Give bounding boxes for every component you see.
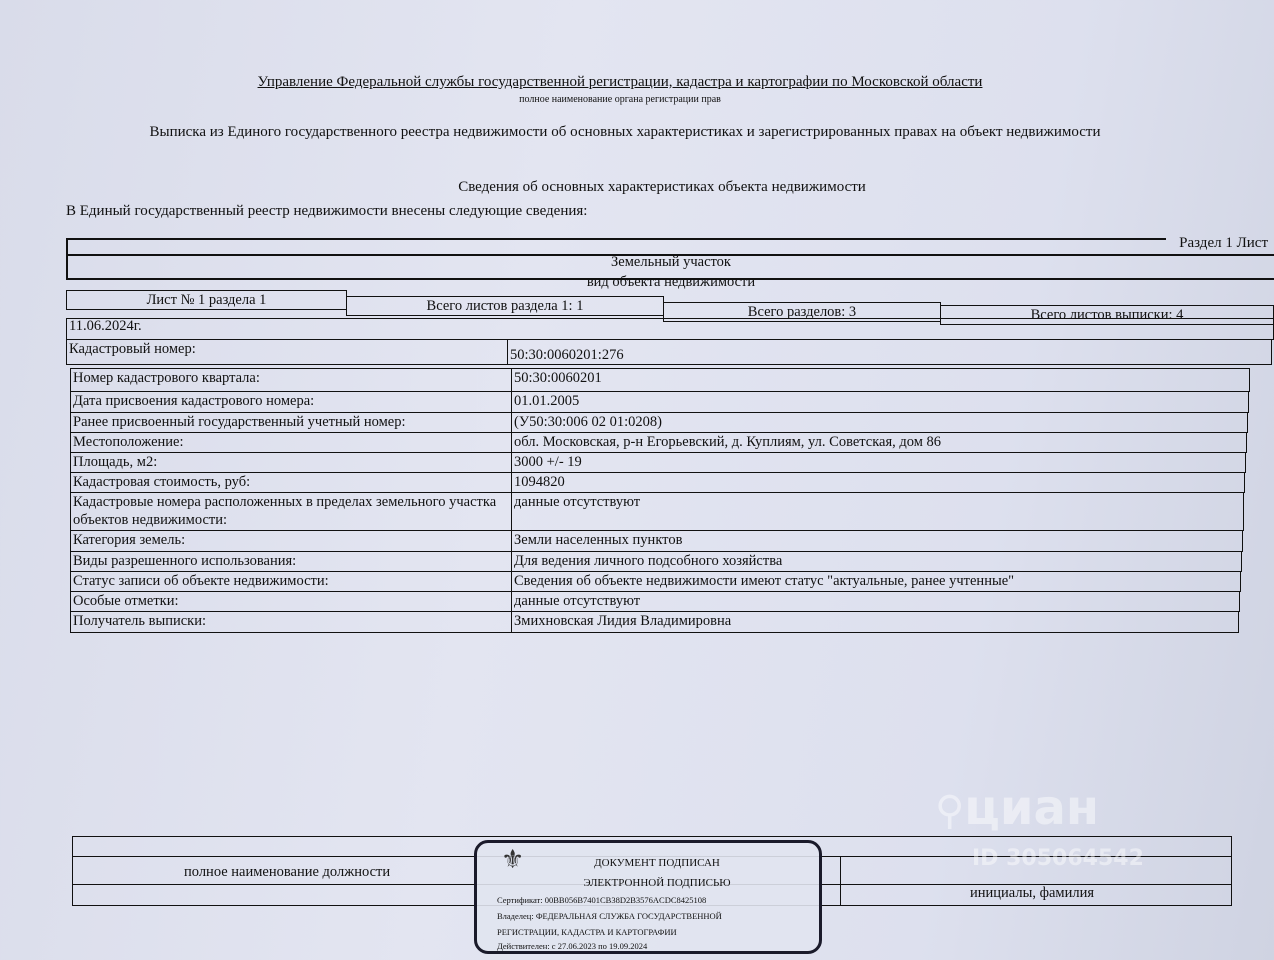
table-row <box>70 591 1240 612</box>
document-subtitle: Сведения об основных характеристиках объекта недвижимости <box>458 179 866 195</box>
row-value: (У50:30:006 02 01:0208) <box>514 414 663 430</box>
table-row <box>70 452 1246 473</box>
row-value: 01.01.2005 <box>514 393 580 409</box>
initials-caption: инициалы, фамилия <box>970 885 1095 901</box>
table-row <box>70 412 1248 433</box>
row-value: Земли населенных пунктов <box>514 532 683 548</box>
intro-text: В Единый государственный реестр недвижимости внесены следующие сведения: <box>66 203 588 219</box>
position-caption: полное наименование должности <box>184 864 391 880</box>
watermark-id: ID 305064542 <box>972 846 1144 871</box>
row-label: Статус записи об объекте недвижимости: <box>71 572 512 591</box>
row-value: данные отсутствуют <box>514 593 641 609</box>
row-value: данные отсутствуют <box>514 494 641 510</box>
row-label: Особые отметки: <box>71 592 512 611</box>
section-label: Раздел 1 Лист <box>1179 235 1268 251</box>
cadastral-number-row <box>66 339 1272 365</box>
table-row <box>70 368 1250 392</box>
row-value: 3000 +/- 19 <box>514 454 582 470</box>
watermark-brand: ⚲циан <box>935 780 1100 836</box>
row-value: 50:30:0060201:276 <box>510 347 624 363</box>
row-label: Номер кадастрового квартала: <box>71 369 512 391</box>
row-label: Ранее присвоенный государственный учетный номер: <box>71 413 512 432</box>
row-label: Площадь, м2: <box>71 453 512 472</box>
row-label: Виды разрешенного использования: <box>71 552 512 571</box>
table-row <box>70 492 1244 531</box>
row-label: Получатель выписки: <box>71 612 512 632</box>
stamp-owner-2: РЕГИСТРАЦИИ, КАДАСТРА И КАРТОГРАФИИ <box>497 927 677 937</box>
row-value: Сведения об объекте недвижимости имеют статус "актуальные, ранее учтенные" <box>514 573 1015 589</box>
row-label: Кадастровая стоимость, руб: <box>71 473 512 492</box>
table-row <box>70 611 1239 633</box>
stamp-line-2: ЭЛЕКТРОННОЙ ПОДПИСЬЮ <box>583 877 731 889</box>
table-row <box>70 432 1247 453</box>
object-type-caption: вид объекта недвижимости <box>586 274 756 290</box>
authority-caption: полное наименование органа регистрации прав <box>519 94 721 105</box>
authority-name: Управление Федеральной службы государственной регистрации, кадастра и картографии по Московской области <box>257 74 983 90</box>
extract-date: 11.06.2024г. <box>69 318 142 334</box>
row-value: 50:30:0060201 <box>514 370 602 386</box>
stamp-owner: Владелец: ФЕДЕРАЛЬНАЯ СЛУЖБА ГОСУДАРСТВЕННОЙ <box>497 911 722 921</box>
table-row <box>70 571 1241 592</box>
total-sheets: Всего листов выписки: 4 <box>940 305 1274 325</box>
row-label: Дата присвоения кадастрового номера: <box>71 392 512 412</box>
coat-of-arms-icon: ⚜ <box>501 845 525 874</box>
row-label: Кадастровые номера расположенных в пределах земельного участка объектов недвижимости: <box>71 493 512 530</box>
document-title: Выписка из Единого государственного реестра недвижимости об основных характеристиках и зарегистрированных правах на объект недвижимости <box>149 124 1101 140</box>
row-value: Змихновская Лидия Владимировна <box>514 613 732 629</box>
table-row <box>70 391 1249 413</box>
sheets-in-section: Всего листов раздела 1: 1 <box>346 296 664 316</box>
stamp-line-1: ДОКУМЕНТ ПОДПИСАН <box>594 857 720 869</box>
sheet-number: Лист № 1 раздела 1 <box>66 290 347 310</box>
row-value: обл. Московская, р-н Егорьевский, д. Куплиям, ул. Советская, дом 86 <box>514 434 942 450</box>
row-label: Категория земель: <box>71 531 512 551</box>
table-row <box>70 530 1243 552</box>
row-value: Для ведения личного подсобного хозяйства <box>514 553 783 569</box>
object-type: Земельный участок <box>611 254 731 270</box>
stamp-validity: Действителен: с 27.06.2023 по 19.09.2024 <box>497 941 648 951</box>
row-value: 1094820 <box>514 474 565 490</box>
total-sections: Всего разделов: 3 <box>663 302 941 322</box>
table-row <box>70 551 1242 572</box>
map-pin-icon: ⚲ <box>935 788 965 834</box>
stamp-certificate: Сертификат: 00BB056B7401CB38D2B3576ACDC8425108 <box>497 895 707 905</box>
table-row <box>70 472 1245 493</box>
row-label: Местоположение: <box>71 433 512 452</box>
row-label: Кадастровый номер: <box>67 340 508 364</box>
e-signature-stamp <box>474 840 822 954</box>
